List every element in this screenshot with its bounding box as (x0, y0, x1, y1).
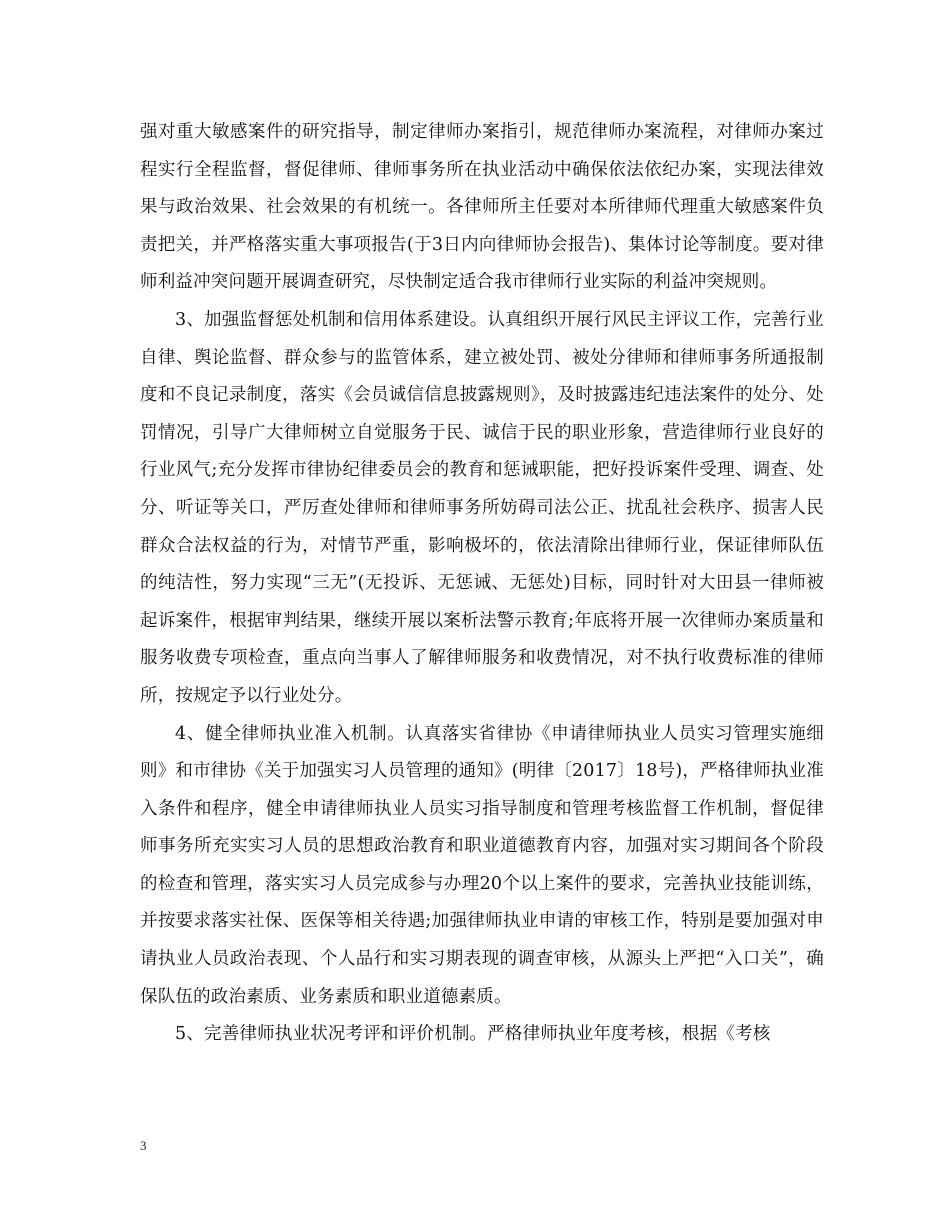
paragraph-3: 4、健全律师执业准入机制。认真落实省律协《申请律师执业人员实习管理实施细则》和市律协《关于加强实习人员管理的通知》(明律〔2017〕18号)，严格律师执业准入条件和程序，健全申请律师执业人员实习指导制度和管理考核监督工作机制，督促律师事务所充实实习人员的思想政治教育和职业道德教育内容，加强对实习期间各个阶段的检查和管理，落实实习人员完成参与办理20个以上案件的要求，完善执业技能训练，并按要求落实社保、医保等相关待遇;加强律师执业申请的审核工作，特别是要加强对申请执业人员政治表现、个人品行和实习期表现的调查审核，从源头上严把“入口关”，确保队伍的政治素质、业务素质和职业道德素质。 (140, 723, 824, 1007)
paragraph-1: 强对重大敏感案件的研究指导，制定律师办案指引，规范律师办案流程，对律师办案过程实行全程监督，督促律师、律师事务所在执业活动中确保依法依纪办案，实现法律效果与政治效果、社会效果的有机统一。各律师所主任要对本所律师代理重大敏感案件负责把关，并严格落实重大事项报告(于3日内向律师协会报告)、集体讨论等制度。要对律师利益冲突问题开展调查研究，尽快制定适合我市律师行业实际的利益冲突规则。 (140, 122, 824, 293)
page-number: 3 (140, 1138, 147, 1153)
paragraph-4: 5、完善律师执业状况考评和评价机制。严格律师执业年度考核，根据《考核 (175, 1024, 771, 1045)
document-body (140, 114, 824, 1054)
paragraph-2: 3、加强监督惩处机制和信用体系建设。认真组织开展行风民主评议工作，完善行业自律、舆论监督、群众参与的监管体系，建立被处罚、被处分律师和律师事务所通报制度和不良记录制度，落实《会员诚信信息披露规则》，及时披露违纪违法案件的处分、处罚情况，引导广大律师树立自觉服务于民、诚信于民的职业形象，营造律师行业良好的行业风气;充分发挥市律协纪律委员会的教育和惩诫职能，把好投诉案件受理、调查、处分、听证等关口，严厉查处律师和律师事务所妨碍司法公正、扰乱社会秩序、损害人民群众合法权益的行为，对情节严重，影响极坏的，依法清除出律师行业，保证律师队伍的纯洁性，努力实现“三无”(无投诉、无惩诫、无惩处)目标，同时针对大田县一律师被起诉案件，根据审判结果，继续开展以案析法警示教育;年底将开展一次律师办案质量和服务收费专项检查，重点向当事人了解律师服务和收费情况，对不执行收费标准的律师所，按规定予以行业处分。 (140, 309, 824, 706)
